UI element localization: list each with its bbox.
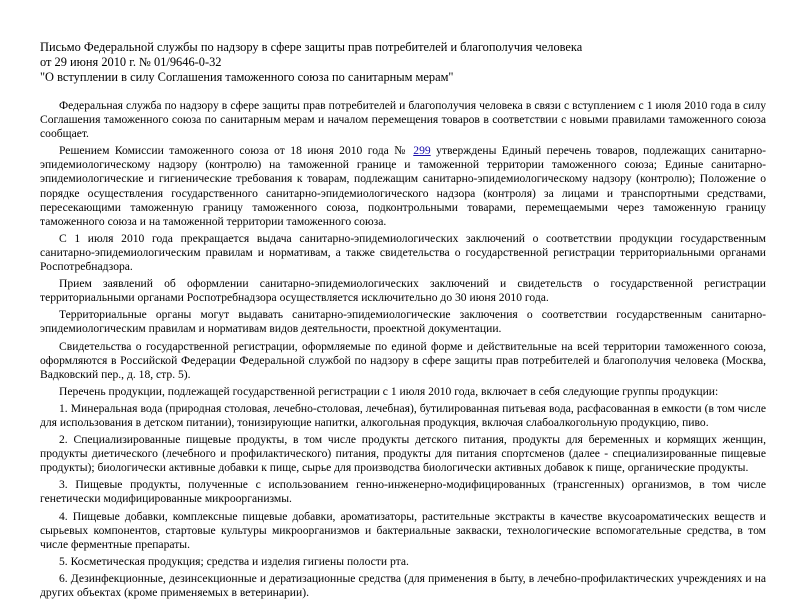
document-body: [40, 99, 766, 600]
list-item-gmo-food: 3. Пищевые продукты, полученные с использованием генно-инженерно-модифицированных (трансгенных) организмов, в том числе генетически модифицированные микроорганизмы.: [40, 478, 766, 506]
list-item-food-additives: 4. Пищевые добавки, комплексные пищевые добавки, ароматизаторы, растительные экстракты в качестве вкусоароматических веществ и сырьевых компонентов, стартовые культуры микроорганизмов и бактериальные закваски, технологические вспомогательные средства, в том числе ферментные препараты.: [40, 509, 766, 551]
paragraph-decision-end: утверждены Единый перечень товаров, подлежащих санитарно-эпидемиологическому надзору (контролю) на таможенной границе и таможенной территории таможенного союза; Единые санитарно-эпидемиологические и гигиенические требования к товарам, подлежащим санитарно-эпидемиологическому надзору (контролю); Положение о порядке осуществления государственного санитарно-эпидемиологического надзора (контроля) за лицами и транспортными средствами, пересекающими таможенную границу таможенного союза, подконтрольными товарами, перемещаемыми через таможенную границу таможенного союза и на таможенной территории таможенного союза.: [40, 144, 767, 228]
paragraph-territorial-bodies: Территориальные органы могут выдавать санитарно-эпидемиологические заключения о соответствии государственным санитарно-эпидемиологическим правилам и нормативам видов деятельности, проектной документации.: [40, 308, 766, 336]
list-item-specialized-food: 2. Специализированные пищевые продукты, в том числе продукты детского питания, продукты для беременных и кормящих женщин, продукты диетического (лечебного и профилактического) питания, продукты для питания спортсменов (далее - специализированные пищевые продукты); биологически активные добавки к пище, сырье для производства биологически активных добавок к пище, органические продукты.: [40, 433, 766, 475]
header-subject-line: "О вступлении в силу Соглашения таможенного союза по санитарным мерам": [40, 70, 454, 84]
paragraph-decision: [40, 144, 766, 229]
paragraph-certificates: Свидетельства о государственной регистрации, оформляемые по единой форме и действительные на всей территории таможенного союза, оформляются в Российской Федерации Федеральной службой по надзору в сфере защиты прав потребителей и благополучия человека (Москва, Вадковский пер., д. 18, стр. 5).: [40, 339, 766, 381]
document-header: [40, 40, 766, 85]
header-title-line: Письмо Федеральной службы по надзору в сфере защиты прав потребителей и благополучия человека: [40, 40, 583, 54]
list-item-mineral-water: 1. Минеральная вода (природная столовая, лечебно-столовая, лечебная), бутилированная питьевая вода, расфасованная в емкости (в том числе для использования в детском питании), тонизирующие напитки, алкогольная продукция, включая слабоалкогольную продукцию, пиво.: [40, 401, 766, 429]
list-item-disinfectants: 6. Дезинфекционные, дезинсекционные и дератизационные средства (для применения в быту, в лечебно-профилактических учреждениях и на других объектах (кроме применяемых в ветеринарии).: [40, 571, 766, 599]
header-date-number-line: от 29 июня 2010 г. № 01/9646-0-32: [40, 55, 222, 69]
paragraph-intro: Федеральная служба по надзору в сфере защиты прав потребителей и благополучия человека в связи с вступлением с 1 июля 2010 года в силу Соглашения таможенного союза по санитарным мерам и началом перемещения товаров в соответствии с новыми правилами таможенного союза сообщает.: [40, 99, 766, 141]
paragraph-decision-start: Решением Комиссии таможенного союза от 18 июня 2010 года №: [59, 144, 414, 158]
paragraph-termination: С 1 июля 2010 года прекращается выдача санитарно-эпидемиологических заключений о соответствии продукции государственным санитарно-эпидемиологическим правилам и нормативам, а также свидетельства о государственной регистрации территориальными органами Роспотребнадзора.: [40, 231, 766, 274]
paragraph-product-list-intro: Перечень продукции, подлежащей государственной регистрации с 1 июля 2010 года, включает в себя следующие группы продукции:: [59, 384, 719, 398]
paragraph-applications: Прием заявлений об оформлении санитарно-эпидемиологических заключений и свидетельств о государственной регистрации территориальными органами Роспотребнадзора осуществляется исключительно до 30 июня 2010 года.: [40, 277, 766, 305]
decision-299-link[interactable]: 299: [413, 144, 431, 158]
document-page: [40, 40, 766, 600]
list-item-cosmetics: 5. Косметическая продукция; средства и изделия гигиены полости рта.: [59, 554, 409, 568]
